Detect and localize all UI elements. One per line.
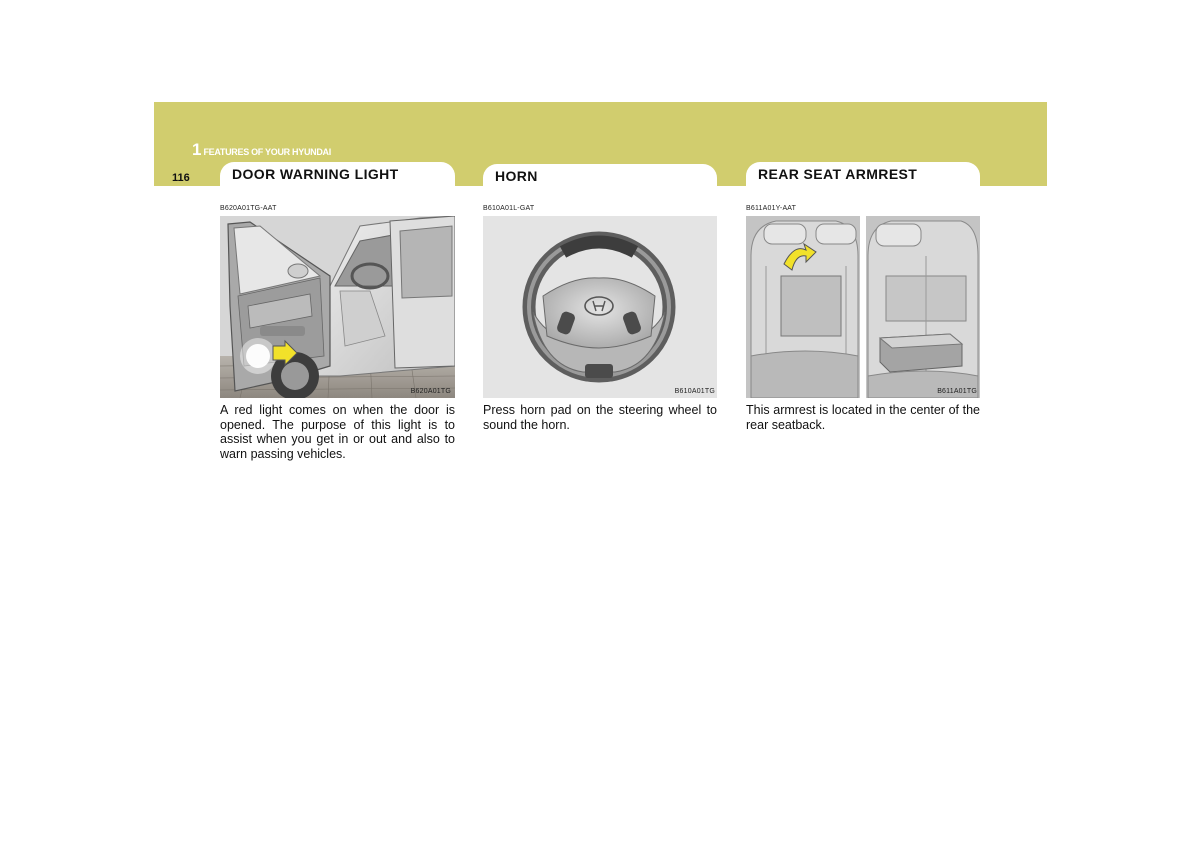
figure-code-armrest: B611A01TG [937,388,977,395]
chapter-title: FEATURES OF YOUR HYUNDAI [203,147,331,157]
figure-open-car-door [220,216,455,398]
steering-wheel-illustration [483,216,717,398]
rear-seat-armrest-down-illustration [866,216,980,398]
chapter-number: 1 [192,140,202,159]
figure-armrest-down [866,216,980,398]
section-title-rear-seat-armrest: REAR SEAT ARMREST [746,162,980,188]
section-text-horn: Press horn pad on the steering wheel to sound the horn. [483,403,717,432]
section-text-armrest: This armrest is located in the center of the rear seatback. [746,403,980,432]
section-code-horn: B610A01L-GAT [483,205,535,212]
rear-seat-folded-illustration [746,216,860,398]
section-code-armrest: B611A01Y-AAT [746,205,797,212]
figure-code-horn: B610A01TG [674,388,715,395]
page-number: 116 [172,172,190,184]
chapter-heading [192,140,331,160]
section-title-door-warning-light: DOOR WARNING LIGHT [220,162,455,188]
section-code-door: B620A01TG-AAT [220,205,277,212]
figure-code-door: B620A01TG [410,388,451,395]
section-text-door: A red light comes on when the door is opened. The purpose of this light is to assist when you get in or out and also to warn passing vehicles. [220,403,455,461]
figure-armrest-folded [746,216,860,398]
figure-steering-wheel [483,216,717,398]
section-title-horn: HORN [483,164,717,190]
car-door-illustration [220,216,455,398]
